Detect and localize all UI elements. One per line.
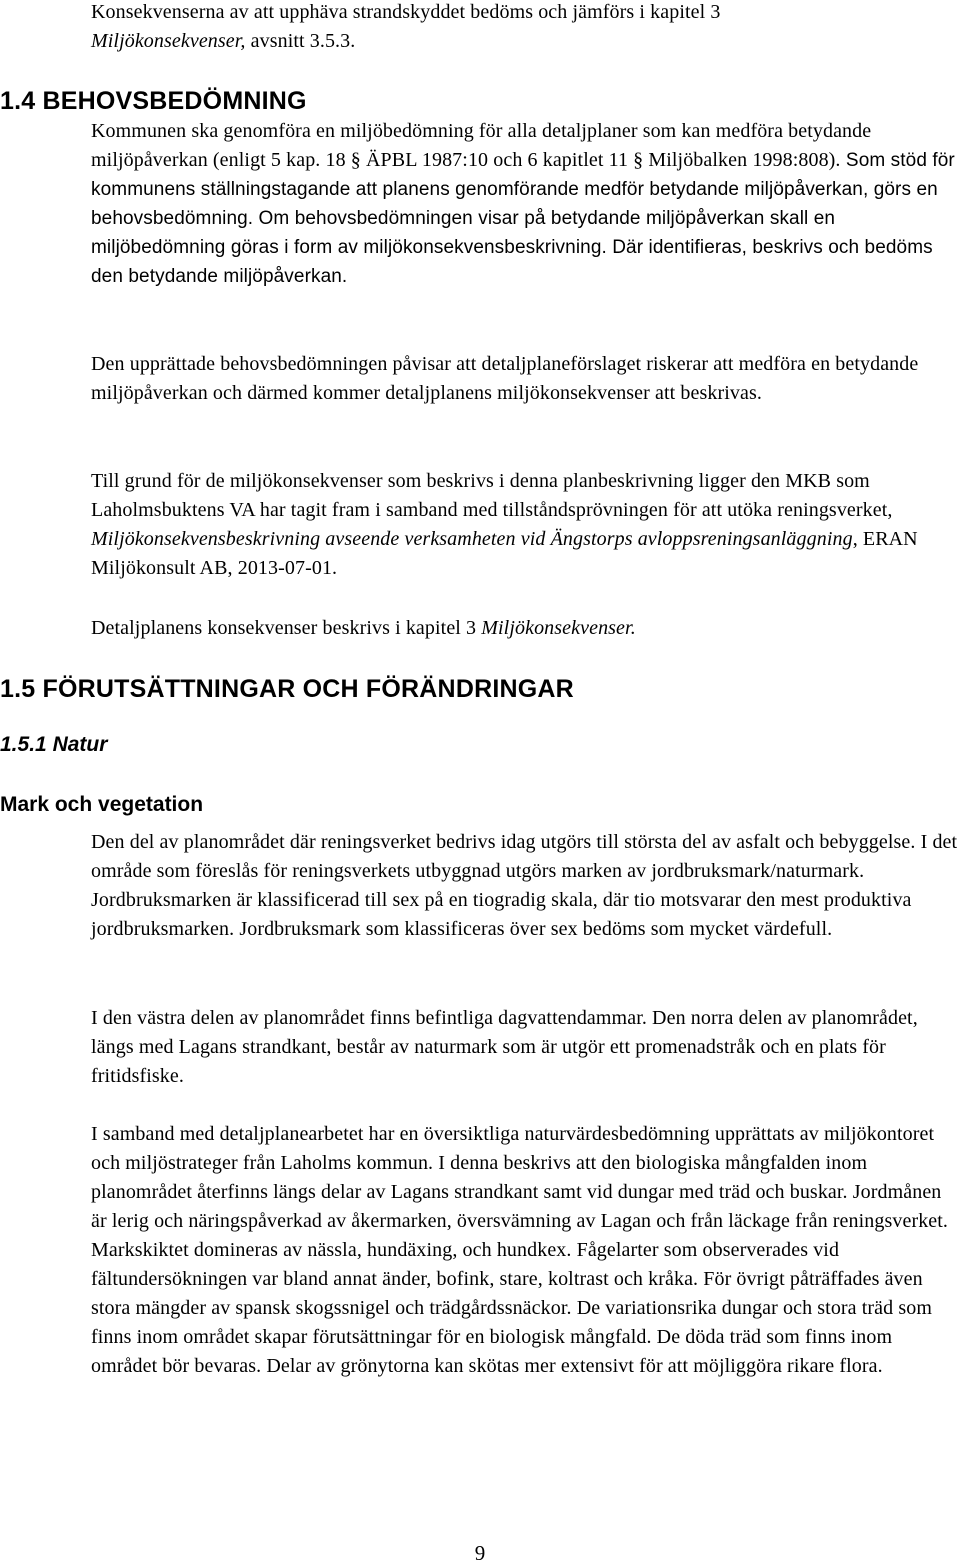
heading-title: FÖRUTSÄTTNINGAR OCH FÖRÄNDRINGAR [42,675,574,703]
behovsbedomning-paragraph-1 [91,117,959,291]
behovsbedomning-p1-part-a: Kommunen ska genomföra en miljöbedömning för alla detaljplaner som kan medföra betydande miljöpåverkan (enligt 5 kap. 18 § ÄPBL 1987:10 och 6 kapitlet 11 § Miljöbalken 1998:808). [91,120,872,171]
behovsbedomning-p3-report-title: Miljökonsekvensbeskrivning avseende verksamheten vid Ängstorps avloppsreningsanläggning [91,528,853,550]
intro-section-ref: avsnitt 3.5.3. [245,30,356,52]
behovsbedomning-paragraph-3 [91,467,959,583]
page-number: 9 [474,1541,486,1565]
behovsbedomning-paragraph-4 [91,614,959,643]
heading-forutsattningar [0,674,574,704]
heading-number: 1.5.1 [0,733,47,756]
intro-paragraph [91,0,959,56]
behovsbedomning-p4-chapter-ref: Miljökonsekvenser. [481,617,636,639]
heading-number: 1.4 [0,87,36,115]
vegetation-paragraph-3: I samband med detaljplanearbetet har en översiktliga naturvärdesbedömning upprättats av miljökontoret och miljöstrateger från Laholms kommun. I denna beskrivs att den biologiska mångfalden inom planområdet återfinns längs delar av Lagans strandkant samt vid dungar med träd och buskar. Jordmånen är lerig och näringspåverkad av åkermarken, översvämning av Lagan och från läckage från reningsverket. Markskiktet domineras av nässla, hundäxing, och hundkex. Fågelarter som observerades vid fältundersökningen var bland annat änder, bofink, stare, koltrast och kråka. För övrigt påträffades även stora mängder av spansk skogssnigel och trädgårdssnäckor. De variationsrika dungar och stora träd som finns inom området skapar förutsättningar för en biologisk mångfald. De döda träd som finns inom området bör bevaras. Delar av grönytorna kan skötas mer extensivt för att möjliggöra rikare flora. [91,1123,949,1377]
behovsbedomning-p4-text: Detaljplanens konsekvenser beskrivs i kapitel 3 [91,617,482,639]
heading-title: Natur [52,733,108,756]
heading-number: 1.5 [0,675,36,703]
behovsbedomning-p1-part-b: Som stöd för kommunens ställningstagande att planens genomförande medför betydande miljöpåverkan, görs en behovsbedömning. Om behovsbedömningen visar på betydande miljöpåverkan skall en miljöbedömning göras i form av miljökonsekvensbeskrivning. Där identifieras, beskrivs och bedöms den betydande miljöpåverkan. [91,150,955,287]
behovsbedomning-p3-part-b: , ERAN Miljökonsult AB, 2013-07-01. [91,528,918,579]
heading-natur [0,732,107,758]
vegetation-paragraph-2: I den västra delen av planområdet finns befintliga dagvattendammar. Den norra delen av planområdet, längs med Lagans strandkant, består av naturmark som är utgör ett promenadstråk och en plats för fritidsfiske. [91,1007,918,1087]
intro-line-1: Konsekvenserna av att upphäva strandskyddet bedöms och jämförs i kapitel 3 [91,1,721,23]
behovsbedomning-p3-part-a: Till grund för de miljökonsekvenser som beskrivs i denna planbeskrivning ligger den MKB som Laholmsbuktens VA har tagit fram i samband med tillståndsprövningen för att utöka reningsverket, [91,470,893,521]
intro-chapter-ref: Miljökonsekvenser, [91,30,246,52]
heading-title: BEHOVSBEDÖMNING [42,87,307,115]
heading-mark-och-vegetation: Mark och vegetation [0,793,204,816]
behovsbedomning-paragraph-2: Den upprättade behovsbedömningen påvisar att detaljplaneförslaget riskerar att medföra en betydande miljöpåverkan och därmed kommer detaljplanens miljökonsekvenser att beskrivas. [91,353,919,404]
heading-behovsbedomning [0,86,307,116]
vegetation-paragraph-1: Den del av planområdet där reningsverket bedrivs idag utgörs till största del av asfalt och bebyggelse. I det område som föreslås för reningsverkets utbyggnad utgörs marken av jordbruksmark/naturmark. Jordbruksmarken är klassificerad till sex på en tiogradig skala, där tio motsvarar den mest produktiva jordbruksmarken. Jordbruksmark som klassificeras över sex bedöms som mycket värdefull. [91,831,958,940]
